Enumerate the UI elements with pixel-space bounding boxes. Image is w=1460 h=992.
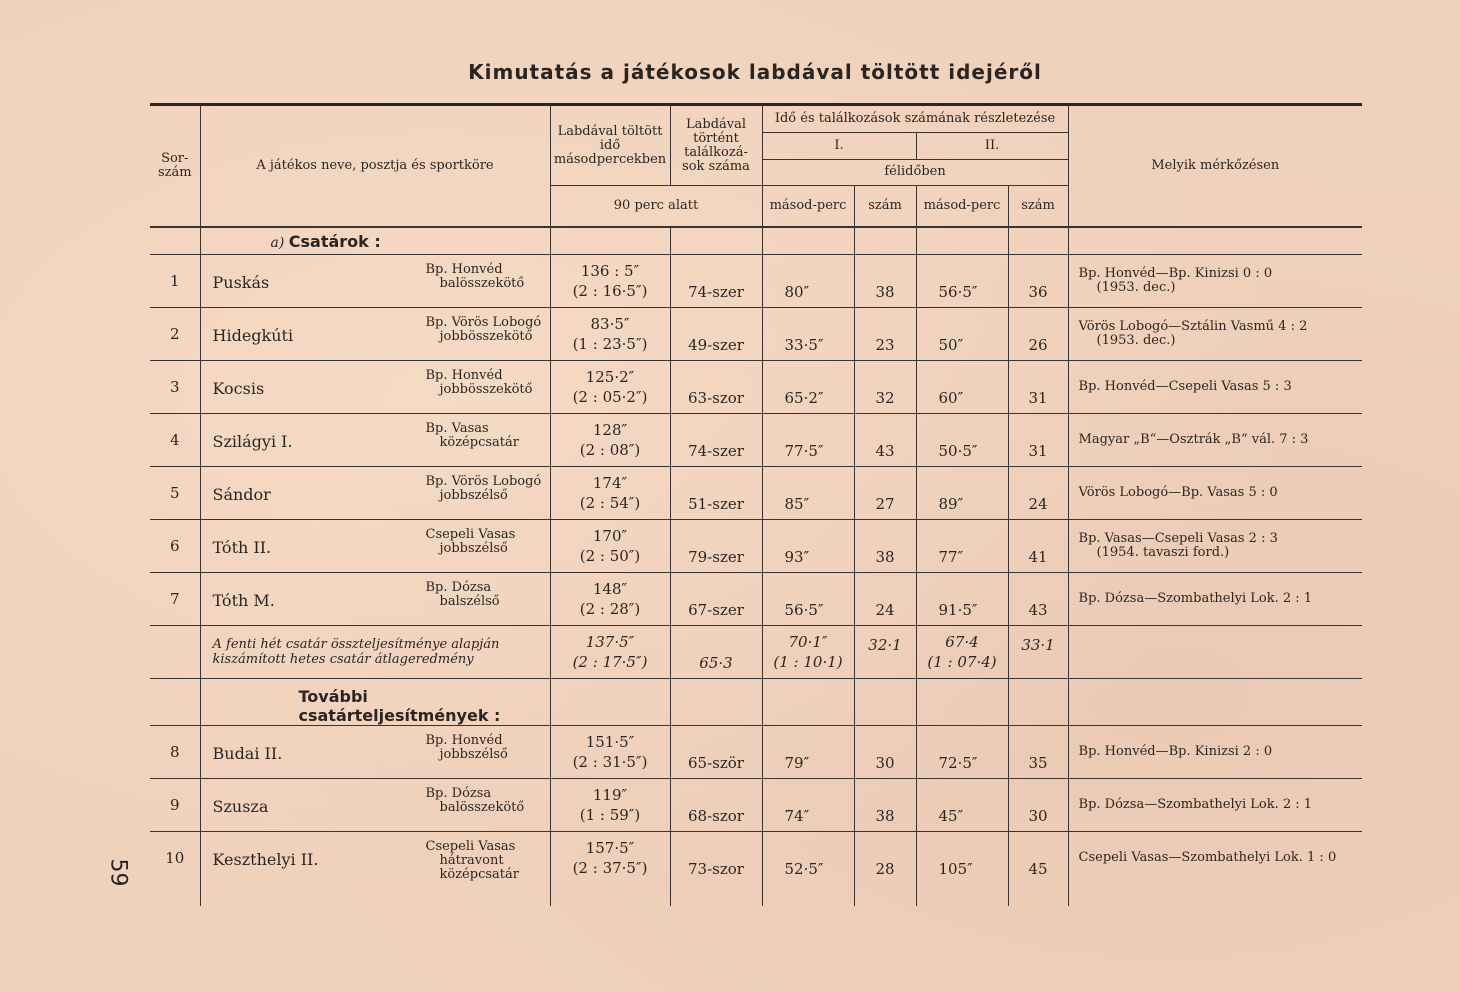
table-row xyxy=(150,832,1362,885)
header-count-2: szám xyxy=(1008,186,1068,227)
second-half-seconds: 56·5″ xyxy=(916,255,1008,308)
match-name: Bp. Honvéd—Bp. Kinizsi 2 : 0 xyxy=(1078,744,1273,759)
row-number: 4 xyxy=(169,431,180,449)
match-cell xyxy=(1068,779,1362,832)
match-name: Bp. Vasas—Csepeli Vasas 2 : 3 xyxy=(1078,531,1278,546)
average-time: 137·5″ (2 : 17·5″) xyxy=(550,626,670,679)
table-row xyxy=(150,467,1362,520)
player-position: balszélső xyxy=(439,594,500,609)
second-half-seconds: 91·5″ xyxy=(916,573,1008,626)
header-half-2: II. xyxy=(916,132,1068,159)
time-with-ball: 125·2″ (2 : 05·2″) xyxy=(550,361,670,414)
second-half-seconds: 72·5″ xyxy=(916,726,1008,779)
first-half-count: 43 xyxy=(854,414,916,467)
average-row xyxy=(150,626,1362,679)
row-number: 6 xyxy=(169,537,180,555)
header-halves: félidőben xyxy=(762,159,1068,186)
player-cell xyxy=(200,726,550,779)
first-half-seconds: 77·5″ xyxy=(762,414,854,467)
average-c2: 33·1 xyxy=(1008,626,1068,679)
header-per-90: 90 perc alatt xyxy=(550,186,762,227)
player-name: Puskás xyxy=(212,273,270,292)
second-half-count: 43 xyxy=(1008,573,1068,626)
average-touches: 65·3 xyxy=(670,626,762,679)
match-name: Bp. Honvéd—Bp. Kinizsi 0 : 0 xyxy=(1078,266,1273,281)
player-club: Bp. Dózsa balszélső xyxy=(425,580,500,609)
match-cell xyxy=(1068,520,1362,573)
time-with-ball: 119″ (1 : 59″) xyxy=(550,779,670,832)
table-row xyxy=(150,779,1362,832)
table-row xyxy=(150,255,1362,308)
match-name: Bp. Honvéd—Csepeli Vasas 5 : 3 xyxy=(1078,379,1292,394)
second-half-seconds: 45″ xyxy=(916,779,1008,832)
row-number: 10 xyxy=(165,849,185,867)
second-half-seconds: 50″ xyxy=(916,308,1008,361)
player-cell xyxy=(200,573,550,626)
player-club: Bp. Vasas középcsatár xyxy=(425,421,519,450)
match-date: (1953. dec.) xyxy=(1096,280,1176,295)
player-cell xyxy=(200,520,550,573)
second-half-count: 31 xyxy=(1008,414,1068,467)
table-row xyxy=(150,308,1362,361)
page-title: Kimutatás a játékosok labdával töltött idejéről xyxy=(468,60,1042,84)
player-cell xyxy=(200,467,550,520)
player-position: balösszekötő xyxy=(439,276,525,291)
touch-count: 68-szor xyxy=(670,779,762,832)
match-name: Vörös Lobogó—Bp. Vasas 5 : 0 xyxy=(1078,485,1278,500)
section-a-marker: a) xyxy=(270,234,285,251)
table-row xyxy=(150,726,1362,779)
time-with-ball: 148″ (2 : 28″) xyxy=(550,573,670,626)
time-with-ball: 151·5″ (2 : 31·5″) xyxy=(550,726,670,779)
player-club: Csepeli Vasas jobbszélső xyxy=(425,527,516,556)
player-name: Hidegkúti xyxy=(212,326,294,345)
player-name: Sándor xyxy=(212,485,271,504)
player-club: Bp. Vörös Lobogó jobbszélső xyxy=(425,474,542,503)
first-half-seconds: 33·5″ xyxy=(762,308,854,361)
player-position: balösszekötő xyxy=(439,800,525,815)
second-half-count: 30 xyxy=(1008,779,1068,832)
match-cell xyxy=(1068,414,1362,467)
time-with-ball: 136 : 5″ (2 : 16·5″) xyxy=(550,255,670,308)
player-cell xyxy=(200,308,550,361)
second-half-seconds: 50·5″ xyxy=(916,414,1008,467)
player-name: Kocsis xyxy=(212,379,265,398)
row-number: 3 xyxy=(169,378,180,396)
row-number: 2 xyxy=(169,325,180,343)
row-number: 7 xyxy=(169,590,180,608)
match-cell xyxy=(1068,573,1362,626)
player-club: Bp. Honvéd jobbszélső xyxy=(425,733,508,762)
touch-count: 79-szer xyxy=(670,520,762,573)
average-s2: 67·4 (1 : 07·4) xyxy=(916,626,1008,679)
header-player: A játékos neve, posztja és sportköre xyxy=(200,105,550,228)
first-half-count: 23 xyxy=(854,308,916,361)
player-position: jobbösszekötő xyxy=(439,329,533,344)
touch-count: 49-szer xyxy=(670,308,762,361)
average-label: A fenti hét csatár összteljesítménye alapján kiszámított hetes csatár átlageredmény xyxy=(200,626,550,679)
row-number: 1 xyxy=(169,272,180,290)
match-date: (1953. dec.) xyxy=(1096,333,1176,348)
first-half-seconds: 56·5″ xyxy=(762,573,854,626)
player-name: Szilágyi I. xyxy=(212,432,293,451)
header-count-1: szám xyxy=(854,186,916,227)
player-cell xyxy=(200,361,550,414)
section-a-label: Csatárok : xyxy=(288,231,381,251)
header-detail: Idő és találkozások számának részletezése xyxy=(762,105,1068,133)
player-name: Budai II. xyxy=(212,744,283,763)
average-s1: 70·1″ (1 : 10·1) xyxy=(762,626,854,679)
touch-count: 73-szor xyxy=(670,832,762,885)
header-time-with-ball: Labdával töltött idő másodpercekben xyxy=(550,105,670,186)
player-position: jobbszélső xyxy=(439,747,508,762)
first-half-count: 24 xyxy=(854,573,916,626)
player-cell xyxy=(200,255,550,308)
first-half-count: 30 xyxy=(854,726,916,779)
player-club: Csepeli Vasas hátravont középcsatár xyxy=(426,840,550,882)
time-with-ball: 174″ (2 : 54″) xyxy=(550,467,670,520)
header-sec-1: másod-perc xyxy=(762,186,854,227)
match-date: (1954. tavaszi ford.) xyxy=(1096,545,1230,560)
match-cell xyxy=(1068,726,1362,779)
match-name: Bp. Dózsa—Szombathelyi Lok. 2 : 1 xyxy=(1078,797,1313,812)
player-club: Bp. Honvéd balösszekötő xyxy=(425,262,525,291)
match-cell xyxy=(1068,467,1362,520)
player-club: Bp. Dózsa balösszekötő xyxy=(425,786,525,815)
first-half-seconds: 93″ xyxy=(762,520,854,573)
header-touch-count: Labdával történt találkozá-sok száma xyxy=(670,105,762,186)
match-name: Magyar „B“—Osztrák „B“ vál. 7 : 3 xyxy=(1078,432,1309,447)
section-a-heading xyxy=(200,227,550,255)
header-sorszam: Sor- szám xyxy=(150,105,200,228)
second-half-count: 45 xyxy=(1008,832,1068,885)
section-b-heading: További csatárteljesítmények : xyxy=(200,679,550,726)
match-cell xyxy=(1068,308,1362,361)
first-half-seconds: 79″ xyxy=(762,726,854,779)
match-name: Bp. Dózsa—Szombathelyi Lok. 2 : 1 xyxy=(1078,591,1313,606)
player-name: Szusza xyxy=(212,797,269,816)
table-row xyxy=(150,573,1362,626)
touch-count: 74-szer xyxy=(670,255,762,308)
player-position: jobbszélső xyxy=(439,541,508,556)
second-half-count: 24 xyxy=(1008,467,1068,520)
player-position: középcsatár xyxy=(439,435,519,450)
stats-table xyxy=(150,103,1362,906)
first-half-count: 38 xyxy=(854,520,916,573)
player-position: jobbszélső xyxy=(439,488,508,503)
page-number: 59 xyxy=(105,858,131,887)
row-number: 9 xyxy=(169,796,180,814)
second-half-seconds: 89″ xyxy=(916,467,1008,520)
touch-count: 67-szer xyxy=(670,573,762,626)
time-with-ball: 83·5″ (1 : 23·5″) xyxy=(550,308,670,361)
first-half-seconds: 74″ xyxy=(762,779,854,832)
first-half-count: 38 xyxy=(854,255,916,308)
first-half-seconds: 52·5″ xyxy=(762,832,854,885)
time-with-ball: 170″ (2 : 50″) xyxy=(550,520,670,573)
player-position: hátravont középcsatár xyxy=(439,853,519,882)
match-name: Csepeli Vasas—Szombathelyi Lok. 1 : 0 xyxy=(1078,850,1337,865)
players-b xyxy=(150,726,1362,885)
player-name: Keszthelyi II. xyxy=(212,850,319,869)
match-cell xyxy=(1068,361,1362,414)
table-row xyxy=(150,414,1362,467)
player-cell xyxy=(200,779,550,832)
second-half-count: 35 xyxy=(1008,726,1068,779)
player-club: Bp. Honvéd jobbösszekötő xyxy=(425,368,533,397)
first-half-count: 38 xyxy=(854,779,916,832)
player-name: Tóth M. xyxy=(212,591,275,610)
header-match: Melyik mérkőzésen xyxy=(1068,105,1362,228)
player-position: jobbösszekötő xyxy=(439,382,533,397)
second-half-seconds: 77″ xyxy=(916,520,1008,573)
first-half-count: 28 xyxy=(854,832,916,885)
row-number: 8 xyxy=(169,743,180,761)
match-cell xyxy=(1068,832,1362,885)
players-a xyxy=(150,255,1362,626)
header-sec-2: másod-perc xyxy=(916,186,1008,227)
time-with-ball: 157·5″ (2 : 37·5″) xyxy=(550,832,670,885)
second-half-count: 31 xyxy=(1008,361,1068,414)
first-half-count: 27 xyxy=(854,467,916,520)
match-name: Vörös Lobogó—Sztálin Vasmű 4 : 2 xyxy=(1078,319,1308,334)
touch-count: 74-szer xyxy=(670,414,762,467)
player-name: Tóth II. xyxy=(212,538,272,557)
touch-count: 65-ször xyxy=(670,726,762,779)
header-half-1: I. xyxy=(762,132,916,159)
second-half-seconds: 60″ xyxy=(916,361,1008,414)
match-cell xyxy=(1068,255,1362,308)
average-c1: 32·1 xyxy=(854,626,916,679)
touch-count: 63-szor xyxy=(670,361,762,414)
row-number: 5 xyxy=(169,484,180,502)
table-row xyxy=(150,361,1362,414)
player-cell xyxy=(200,832,550,885)
second-half-count: 36 xyxy=(1008,255,1068,308)
second-half-count: 26 xyxy=(1008,308,1068,361)
first-half-seconds: 80″ xyxy=(762,255,854,308)
first-half-count: 32 xyxy=(854,361,916,414)
time-with-ball: 128″ (2 : 08″) xyxy=(550,414,670,467)
touch-count: 51-szer xyxy=(670,467,762,520)
table-row xyxy=(150,520,1362,573)
player-club: Bp. Vörös Lobogó jobbösszekötő xyxy=(425,315,542,344)
second-half-seconds: 105″ xyxy=(916,832,1008,885)
first-half-seconds: 65·2″ xyxy=(762,361,854,414)
second-half-count: 41 xyxy=(1008,520,1068,573)
player-cell xyxy=(200,414,550,467)
first-half-seconds: 85″ xyxy=(762,467,854,520)
